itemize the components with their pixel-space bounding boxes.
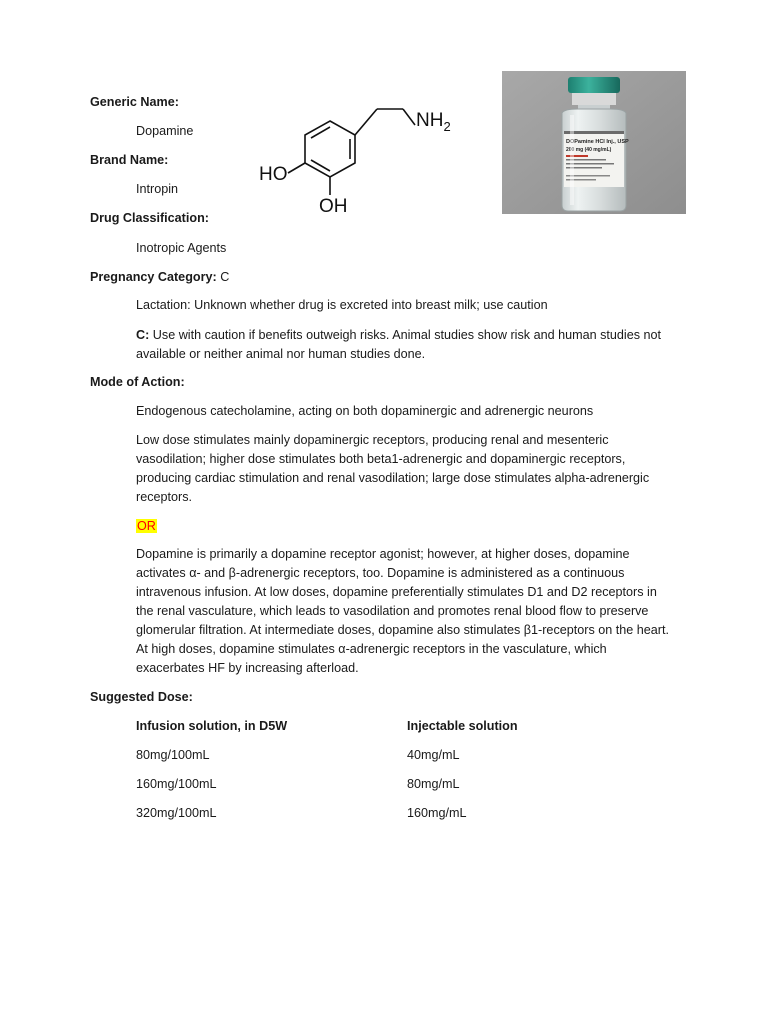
pregnancy-category-label: Pregnancy Category:: [90, 270, 217, 284]
or-highlight: OR: [137, 519, 156, 533]
pregnancy-category: [90, 268, 229, 287]
dose-row-2-infusion: 160mg/100mL: [136, 777, 217, 791]
dose-header-injectable: Injectable solution: [407, 719, 518, 733]
drug-classification-value: Inotropic Agents: [136, 241, 227, 255]
generic-name-value: Dopamine: [136, 124, 194, 138]
mode-of-action-para-3: Dopamine is primarily a dopamine receptor agonist; however, at higher doses, dopamine activates α- and β-adrenergic receptors, too. Dopamine is administered as a continuous intravenous infusion. At low doses, dopamine preferentially stimulates D1 and D2 receptors in the renal vasculature, which leads to vasodilation and promotes renal blood flow to preserve glomerular filtration. At intermediate doses, dopamine also stimulates β1-receptors on the heart. At high doses, dopamine stimulates α-adrenergic receptors in the vasculature, which exacerbates HF by increasing afterload.: [136, 547, 669, 675]
svg-text:200 mg (40 mg/mL): 200 mg (40 mg/mL): [566, 147, 612, 153]
dose-row-3-injectable: 160mg/mL: [407, 806, 467, 820]
mode-of-action-label: Mode of Action:: [90, 375, 185, 389]
dose-row-1-infusion: 80mg/100mL: [136, 748, 210, 762]
side-chain: [355, 109, 415, 135]
benzene-ring: [305, 121, 355, 177]
drug-classification-label: Drug Classification:: [90, 211, 209, 225]
hydroxyl-label-1: HO: [259, 164, 288, 185]
lactation-text: Lactation: Unknown whether drug is excreted into breast milk; use caution: [136, 298, 548, 312]
category-c-text: Use with caution if benefits outweigh risks. Animal studies show risk and human studies not available or neither animal nor human studies done.: [136, 328, 661, 361]
amine-label: $NH_2$: [416, 110, 451, 134]
dose-row-2-injectable: 80mg/mL: [407, 777, 460, 791]
brand-name-value: Intropin: [136, 182, 179, 196]
mode-of-action-para-2: Low dose stimulates mainly dopaminergic receptors, producing renal and mesenteric vasodilation; higher dose stimulates both beta1-adrenergic and dopaminergic receptors, producing cardiac stimulation and renal vasodilation; large dose stimulates alpha-adrenergic receptors.: [136, 433, 650, 504]
dose-row-1-injectable: 40mg/mL: [407, 748, 460, 762]
dopamine-vial-photo: [502, 71, 686, 214]
pregnancy-category-value: C: [220, 270, 230, 284]
vial-cap: [568, 77, 620, 93]
category-c-description: [136, 326, 676, 364]
dose-header-infusion: Infusion solution, in D5W: [136, 719, 288, 733]
svg-text:DOPamine HCl Inj., USP: DOPamine HCl Inj., USP: [566, 139, 629, 145]
mode-of-action-para-1: Endogenous catecholamine, acting on both dopaminergic and adrenergic neurons: [136, 404, 594, 418]
hydroxyl-label-2: OH: [319, 196, 348, 217]
dose-row-3-infusion: 320mg/100mL: [136, 806, 217, 820]
or-separator: [136, 517, 157, 536]
category-c-label: C:: [136, 328, 150, 342]
brand-name-label: Brand Name:: [90, 153, 169, 167]
dopamine-structure-diagram: [255, 95, 465, 220]
generic-name-label: Generic Name:: [90, 95, 179, 109]
suggested-dose-label: Suggested Dose:: [90, 690, 193, 704]
